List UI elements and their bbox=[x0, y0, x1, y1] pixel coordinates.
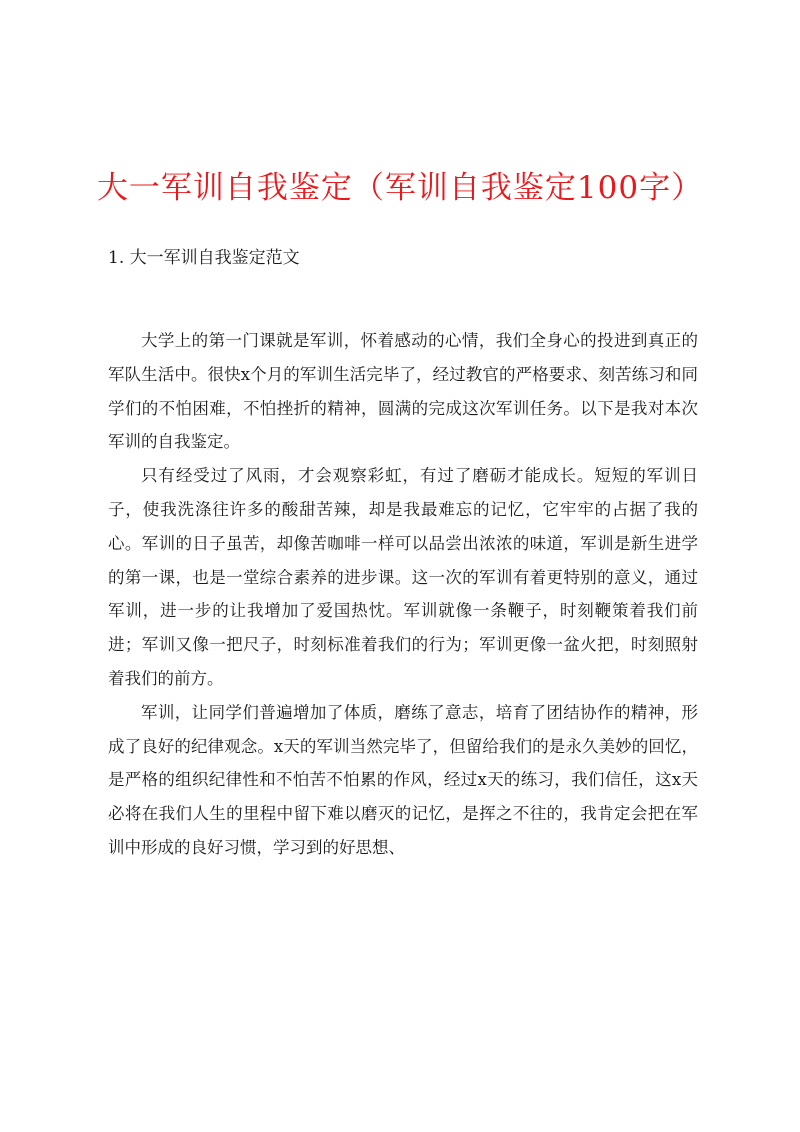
paragraph-3: 军训，让同学们普遍增加了体质，磨练了意志，培育了团结协作的精神，形成了良好的纪律观念。x天的军训当然完毕了，但留给我们的是永久美妙的回忆，是严格的组织纪律性和不怕苦不怕累的作风，经过x天的练习，我们信任，这x天必将在我们人生的里程中留下难以磨灭的记忆，是挥之不往的，我肯定会把在军训中形成的良好习惯，学习到的好思想、 bbox=[108, 702, 698, 857]
paragraph-2: 只有经受过了风雨，才会观察彩虹，有过了磨砺才能成长。短短的军训日子，使我洗涤往许多的酸甜苦辣，却是我最难忘的记忆，它牢牢的占据了我的心。军训的日子虽苦，却像苦咖啡一样可以品尝出浓浓的味道，军训是新生进学的第一课，也是一堂综合素养的进步课。这一次的军训有着更特别的意义，通过军训，进一步的让我增加了爱国热忱。军训就像一条鞭子，时刻鞭策着我们前进；军训又像一把尺子，时刻标准着我们的行为；军训更像一盆火把，时刻照射着我们的前方。 bbox=[108, 466, 698, 688]
paragraph-1: 大学上的第一门课就是军训，怀着感动的心情，我们全身心的投进到真正的军队生活中。很快x个月的军训生活完毕了，经过教官的严格要求、刻苦练习和同学们的不怕困难，不怕挫折的精神，圆满的完成这次军训任务。以下是我对本次军训的自我鉴定。 bbox=[108, 331, 698, 452]
section-heading: 1. 大一军训自我鉴定范文 bbox=[108, 248, 300, 268]
document-title: 大一军训自我鉴定（军训自我鉴定100字） bbox=[96, 170, 704, 206]
document-body bbox=[108, 324, 698, 865]
